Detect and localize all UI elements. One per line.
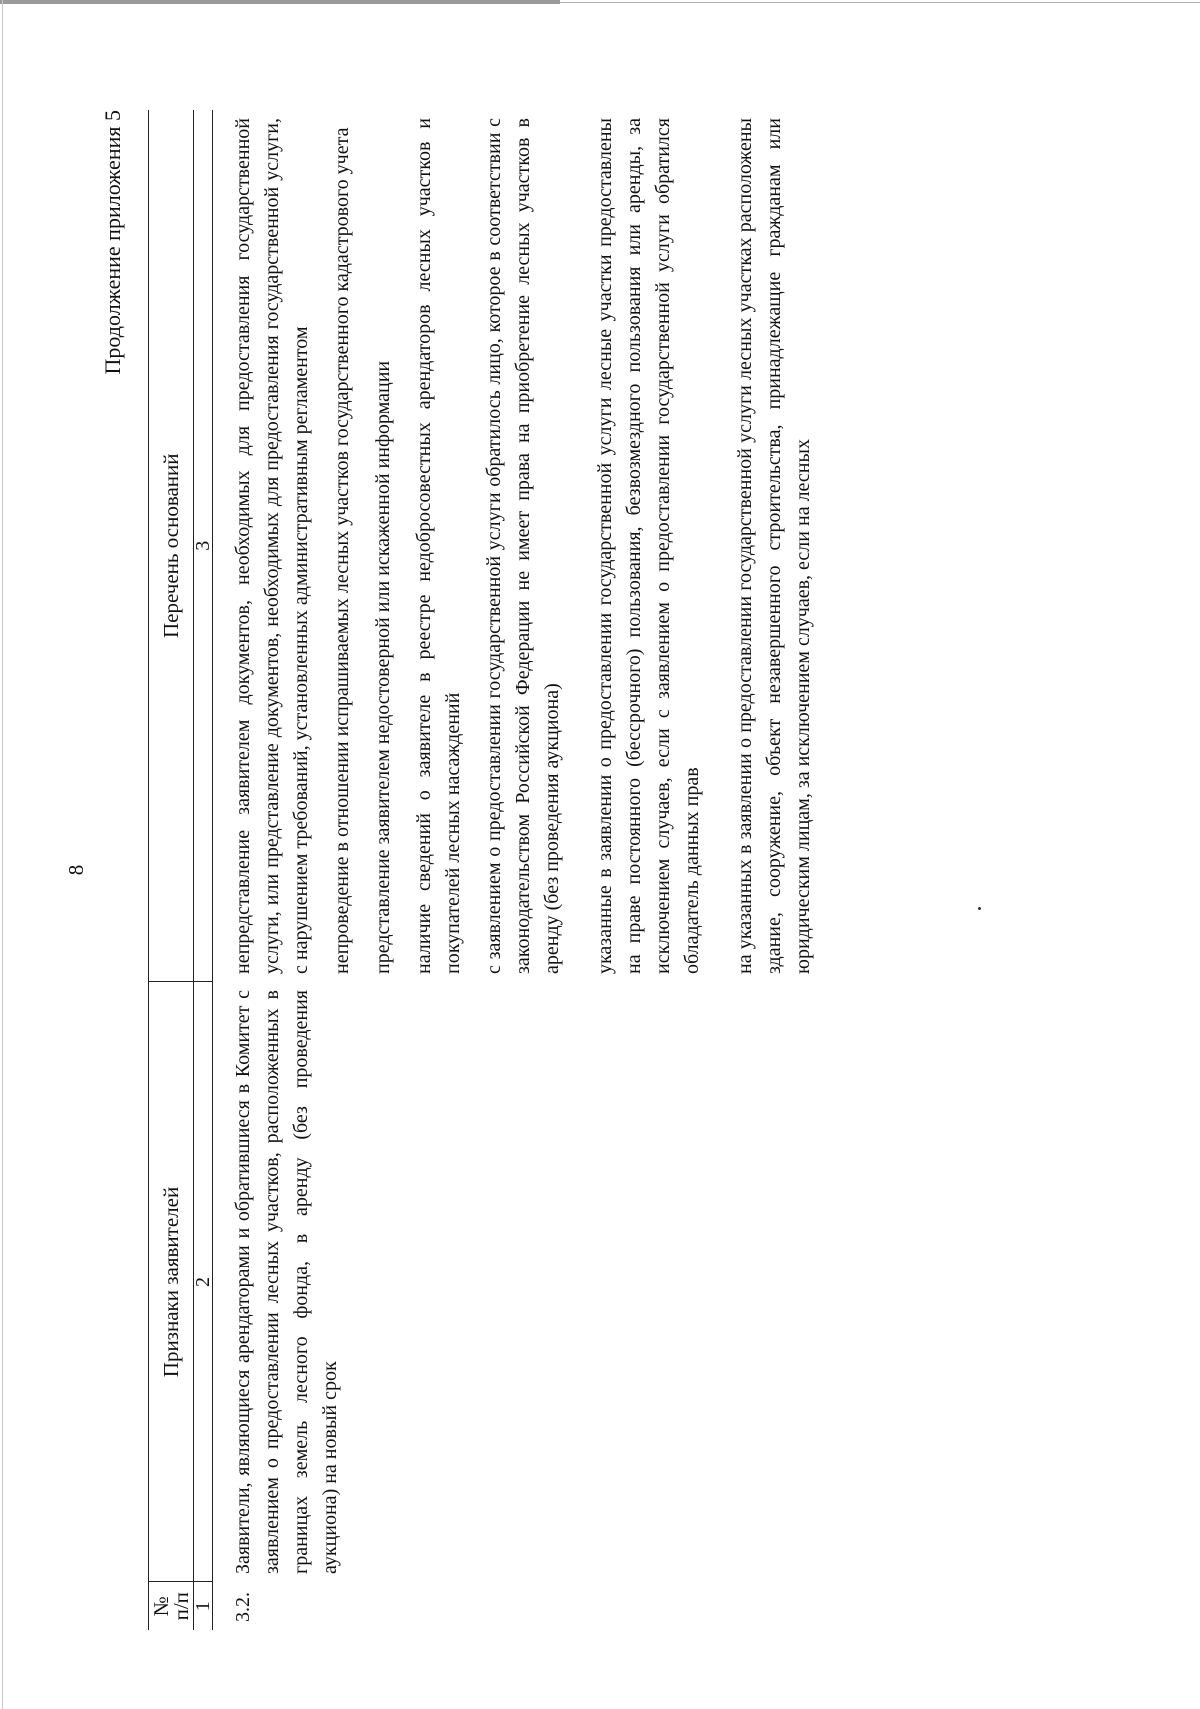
grounds-table xyxy=(148,110,832,1630)
scan-edge-top-thin xyxy=(560,2,1200,3)
table-header-row xyxy=(149,110,194,1630)
scan-edge-left xyxy=(2,0,3,1709)
ground-item: на указанных в заявлении о предоставлении государственной услуги лесных участках расположены здание, сооружение, объект незавершенного строительства, принадлежащие гражданам или юридическим лицам, за исключением случаев, если на лесных xyxy=(734,118,814,974)
column-number-2: 2 xyxy=(194,982,213,1582)
grounds-list xyxy=(213,110,833,982)
page-number: 8 xyxy=(64,864,88,876)
ground-item: с заявлением о предоставлении государственной услуги обратилось лицо, которое в соответствии с законодательством Российской Федерации не имеет права на приобретение лесных участков в аренду (без проведения аукциона) xyxy=(483,118,563,974)
header-signs: Признаки заявителей xyxy=(149,982,194,1582)
ground-item: непроведение в отношении испрашиваемых лесных участков государственного кадастрового учета xyxy=(331,127,353,974)
rotated-page xyxy=(64,110,1108,1630)
column-number-3: 3 xyxy=(194,110,213,982)
ground-item: указанные в заявлении о предоставлении государственной услуги лесные участки предоставлены на праве постоянного (бессрочного) пользования, безвозмездного пользования или аренды, за исключением случаев, если с заявлением о предоставлении государственной услуги обратился обладатель данных прав xyxy=(594,118,703,974)
ground-item: непредставление заявителем документов, необходимых для предоставления государственной услуги, или представление документов, необходимых для предоставления государственной услуги, с нарушением требований, установленных административным регламентом xyxy=(232,118,312,974)
scan-speck xyxy=(978,907,981,910)
continuation-label: Продолжение приложения 5 xyxy=(100,110,125,375)
ground-item: представление заявителем недостоверной или искаженной информации xyxy=(372,360,394,974)
column-number-row xyxy=(194,110,213,1630)
header-grounds: Перечень оснований xyxy=(149,110,194,982)
applicant-signs: Заявители, являющиеся арендаторами и обратившиеся в Комитет с заявлением о предоставлении лесных участков, расположенных в границах земель лесного фонда, в аренду (без проведения аукциона) на новый срок xyxy=(213,982,833,1582)
scan-edge-top xyxy=(0,0,560,4)
header-number: № п/п xyxy=(149,1582,194,1630)
column-number-1: 1 xyxy=(194,1582,213,1630)
table-row xyxy=(213,110,833,1630)
row-number: 3.2. xyxy=(213,1582,833,1630)
ground-item: наличие сведений о заявителе в реестре недобросовестных арендаторов лесных участков и покупателей лесных насаждений xyxy=(413,118,464,974)
